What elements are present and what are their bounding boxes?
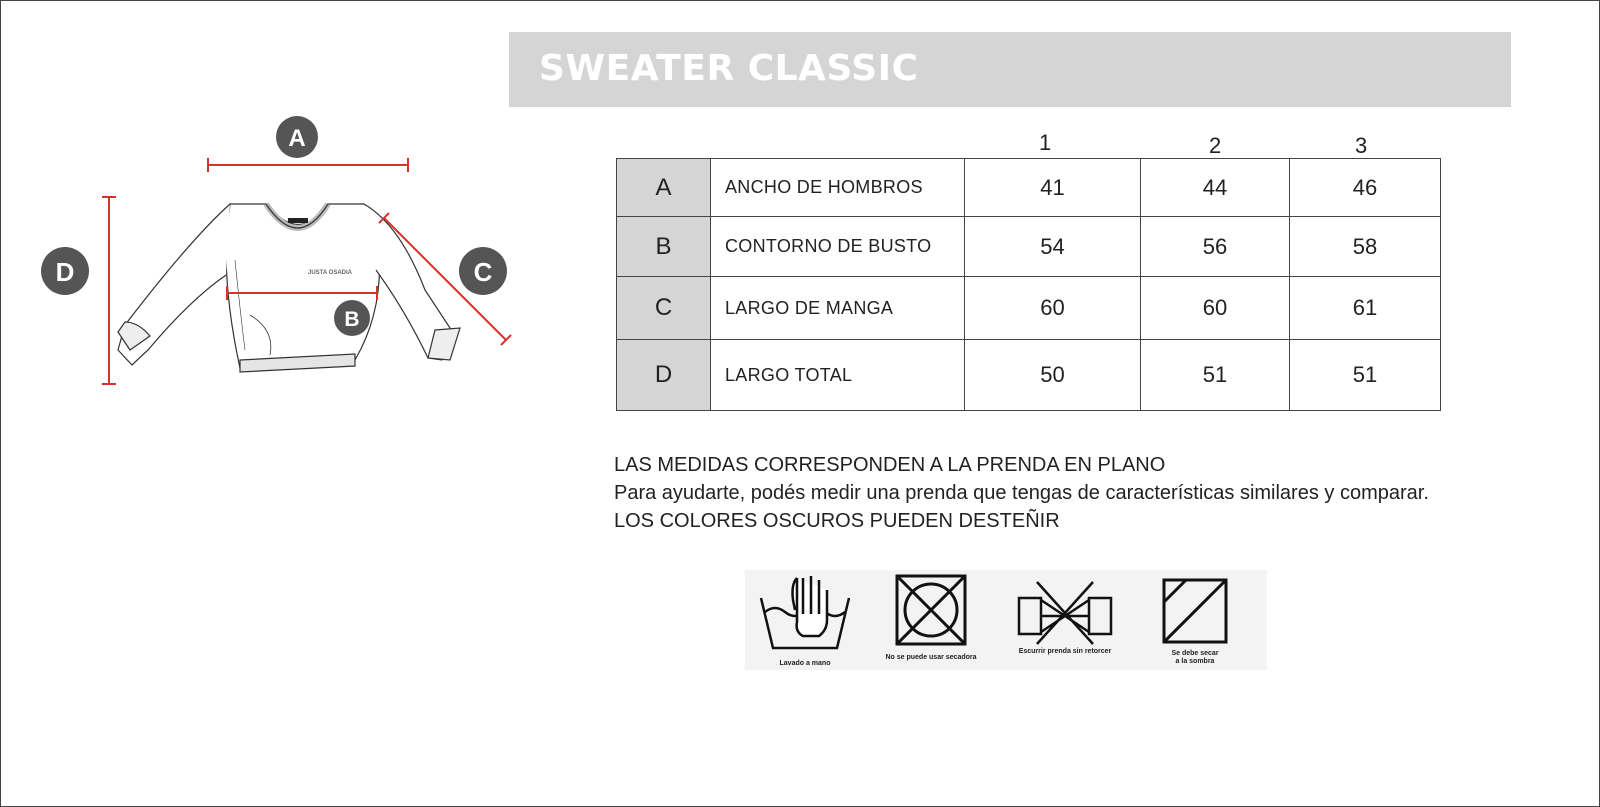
care-instructions — [745, 570, 1267, 670]
care-item — [1005, 570, 1125, 670]
note-line: Para ayudarte, podés medir una prenda que tengas de características similares y comparar. — [614, 482, 1429, 504]
care-label: Escurrir prenda sin retorcer — [1018, 648, 1112, 655]
table-cell: 60 — [965, 277, 1141, 340]
dry-in-shade-icon — [1160, 576, 1230, 646]
table-cell: 44 — [1141, 159, 1290, 217]
table-row — [617, 340, 1441, 411]
svg-text:D: D — [55, 257, 75, 287]
care-label: Lavado a mano — [779, 660, 831, 667]
svg-text:C: C — [473, 257, 493, 287]
row-label: LARGO DE MANGA — [711, 277, 965, 340]
table-cell: 60 — [1141, 277, 1290, 340]
table-row — [617, 159, 1441, 217]
care-item — [745, 570, 865, 670]
no-tumble-dry-icon — [893, 572, 969, 648]
size-header-1: 1 — [1039, 130, 1052, 155]
table-row — [617, 277, 1441, 340]
row-label: ANCHO DE HOMBROS — [711, 159, 965, 217]
row-label: CONTORNO DE BUSTO — [711, 217, 965, 277]
page-title: SWEATER CLASSIC — [539, 48, 919, 89]
table-cell: 50 — [965, 340, 1141, 411]
care-item — [871, 570, 991, 670]
measurement-notes — [614, 451, 1429, 535]
svg-text:A: A — [288, 125, 306, 152]
measure-line-a — [208, 158, 408, 172]
svg-text:B: B — [344, 308, 360, 331]
no-wring-icon — [1015, 578, 1115, 648]
table-cell: 51 — [1141, 340, 1290, 411]
size-table — [616, 158, 1441, 411]
row-letter: B — [617, 217, 711, 277]
table-cell: 61 — [1290, 277, 1441, 340]
brand-label: JUSTA OSADIA — [307, 270, 353, 276]
care-label: Se debe secar a la sombra — [1171, 650, 1219, 665]
table-cell: 54 — [965, 217, 1141, 277]
measure-line-d — [102, 197, 116, 384]
row-letter: C — [617, 277, 711, 340]
care-label: No se puede usar secadora — [885, 654, 977, 661]
marker-b — [334, 300, 370, 336]
size-header-2: 2 — [1209, 133, 1222, 158]
table-cell: 46 — [1290, 159, 1441, 217]
marker-a — [276, 116, 318, 158]
row-label: LARGO TOTAL — [711, 340, 965, 411]
note-line: LAS MEDIDAS CORRESPONDEN A LA PRENDA EN PLANO — [614, 454, 1166, 476]
note-line: LOS COLORES OSCUROS PUEDEN DESTEÑIR — [614, 510, 1060, 532]
table-cell: 56 — [1141, 217, 1290, 277]
row-letter: D — [617, 340, 711, 411]
sweater-diagram — [30, 110, 530, 410]
sweater-outline — [118, 204, 460, 372]
marker-d — [41, 247, 89, 295]
table-row — [617, 217, 1441, 277]
row-letter: A — [617, 159, 711, 217]
table-cell: 41 — [965, 159, 1141, 217]
title-bar — [509, 32, 1511, 107]
hand-wash-icon — [755, 570, 855, 652]
marker-c — [459, 247, 507, 295]
care-item — [1135, 570, 1255, 670]
size-header-3: 3 — [1355, 133, 1368, 158]
table-cell: 51 — [1290, 340, 1441, 411]
table-cell: 58 — [1290, 217, 1441, 277]
